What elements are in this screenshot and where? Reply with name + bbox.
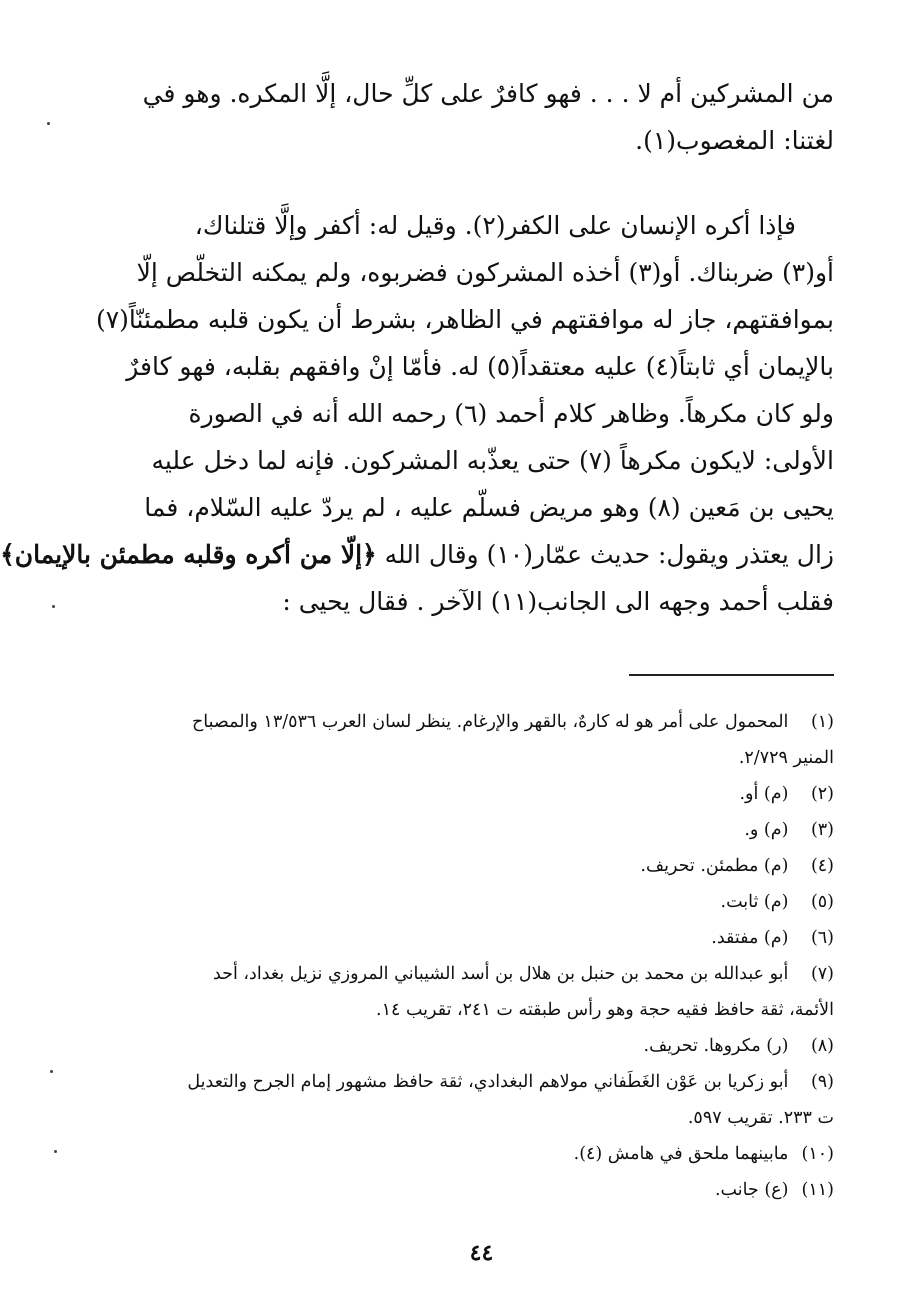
- text-line: من المشركين أم لا . . . فهو كافرٌ على كلِّ حال، إلَّا المكره. وهو في: [142, 79, 834, 108]
- footnote-text: (ر) مكروها. تحريف.: [643, 1036, 789, 1056]
- paragraph-1: [129, 70, 834, 164]
- footnote-text: (ع) جانب.: [714, 1180, 789, 1200]
- footnote-number: (١١): [801, 1180, 834, 1200]
- footnote-number: (٨): [810, 1036, 834, 1056]
- scan-speck: [50, 1070, 53, 1073]
- footnote-continuation: الأئمة، ثقة حافظ فقيه حجة وهو رأس طبقته ت ٢٤١، تقريب ١٤.: [376, 1000, 834, 1020]
- footnote: [129, 1136, 834, 1172]
- footnote: [129, 1064, 834, 1100]
- scan-speck: [52, 605, 55, 608]
- footnote: [129, 1172, 834, 1208]
- scan-speck: [47, 122, 50, 125]
- text-line: فقلب أحمد وجهه الى الجانب(١١) الآخر . فقال يحيى :: [282, 587, 834, 616]
- footnote-text: مابينهما ملحق في هامش (٤).: [573, 1144, 789, 1164]
- text-line: [0, 531, 834, 578]
- footnote-text: المحمول على أمر هو له كارهٌ، بالقهر والإرغام. ينظر لسان العرب ١٣/٥٣٦ والمصباح: [192, 712, 789, 732]
- footnote: [129, 884, 834, 920]
- footnote-continuation: ت ٢٣٣. تقريب ٥٩٧.: [687, 1108, 834, 1128]
- scan-speck: [54, 1150, 57, 1153]
- text-line: الأولى: لايكون مكرهاً (٧) حتى يعذّبه المشركون. فإنه لما دخل عليه: [151, 446, 834, 475]
- footnote-continuation: المنير ٢/٧٢٩.: [738, 748, 834, 768]
- footnote-text: (م) مفتقد.: [711, 928, 789, 948]
- footnote: [129, 920, 834, 956]
- footnote-number: (١٠): [801, 1144, 834, 1164]
- footnote-text: أبو زكريا بن عَوْن الغَطَفاني مولاهم البغدادي، ثقة حافظ مشهور إمام الجرح والتعديل: [187, 1072, 789, 1092]
- footnote-number: (٢): [810, 784, 834, 804]
- footnote-divider: [629, 674, 834, 676]
- text-segment: زال يعتذر ويقول: حديث عمّار(١٠) وقال الله: [384, 540, 834, 569]
- footnote-text: (م) و.: [744, 820, 789, 840]
- footnote-number: (٥): [810, 892, 834, 912]
- quran-verse: ﴿إلّا من أكره وقلبه مطمئن بالإيمان﴾: [0, 540, 377, 569]
- footnotes: [129, 704, 834, 1208]
- paragraph-2: [0, 202, 834, 625]
- footnote-number: (٩): [810, 1072, 834, 1092]
- footnote-text: أبو عبدالله بن محمد بن حنبل بن هلال بن أسد الشيباني المروزي نزيل بغداد، أحد: [212, 964, 789, 984]
- document-page: [0, 70, 834, 1280]
- text-line: فإذا أكره الإنسان على الكفر(٢). وقيل له: أكفر وإلَّا قتلناك،: [194, 211, 796, 240]
- page-number: ٤٤: [469, 1240, 494, 1266]
- footnote: [129, 776, 834, 812]
- footnote-text: (م) أو.: [739, 784, 789, 804]
- text-line: أو(٣) ضربناك. أو(٣) أخذه المشركون فضربوه، ولم يمكنه التخلّص إلّا: [136, 258, 834, 287]
- footnote: [129, 848, 834, 884]
- text-line: لغتنا: المغصوب(١).: [635, 126, 834, 155]
- footnote: [129, 704, 834, 740]
- footnote: [129, 956, 834, 992]
- footnote-number: (٦): [810, 928, 834, 948]
- text-line: بالإيمان أي ثابتاً(٤) عليه معتقداً(٥) له. فأمّا إنْ وافقهم بقلبه، فهو كافرٌ: [126, 352, 834, 381]
- footnote-text: (م) ثابت.: [720, 892, 789, 912]
- footnote: [129, 1028, 834, 1064]
- text-line: يحيى بن مَعين (٨) وهو مريض فسلّم عليه ، لم يردّ عليه السّلام، فما: [144, 493, 834, 522]
- footnote-number: (٣): [810, 820, 834, 840]
- footnote: [129, 812, 834, 848]
- footnote-number: (٤): [810, 856, 834, 876]
- footnote-number: (٧): [810, 964, 834, 984]
- text-line: ولو كان مكرهاً. وظاهر كلام أحمد (٦) رحمه الله أنه في الصورة: [188, 399, 834, 428]
- text-line: بموافقتهم، جاز له موافقتهم في الظاهر، بشرط أن يكون قلبه مطمئنّاً(٧): [95, 305, 834, 334]
- footnote-number: (١): [810, 712, 834, 732]
- footnote-text: (م) مطمئن. تحريف.: [640, 856, 789, 876]
